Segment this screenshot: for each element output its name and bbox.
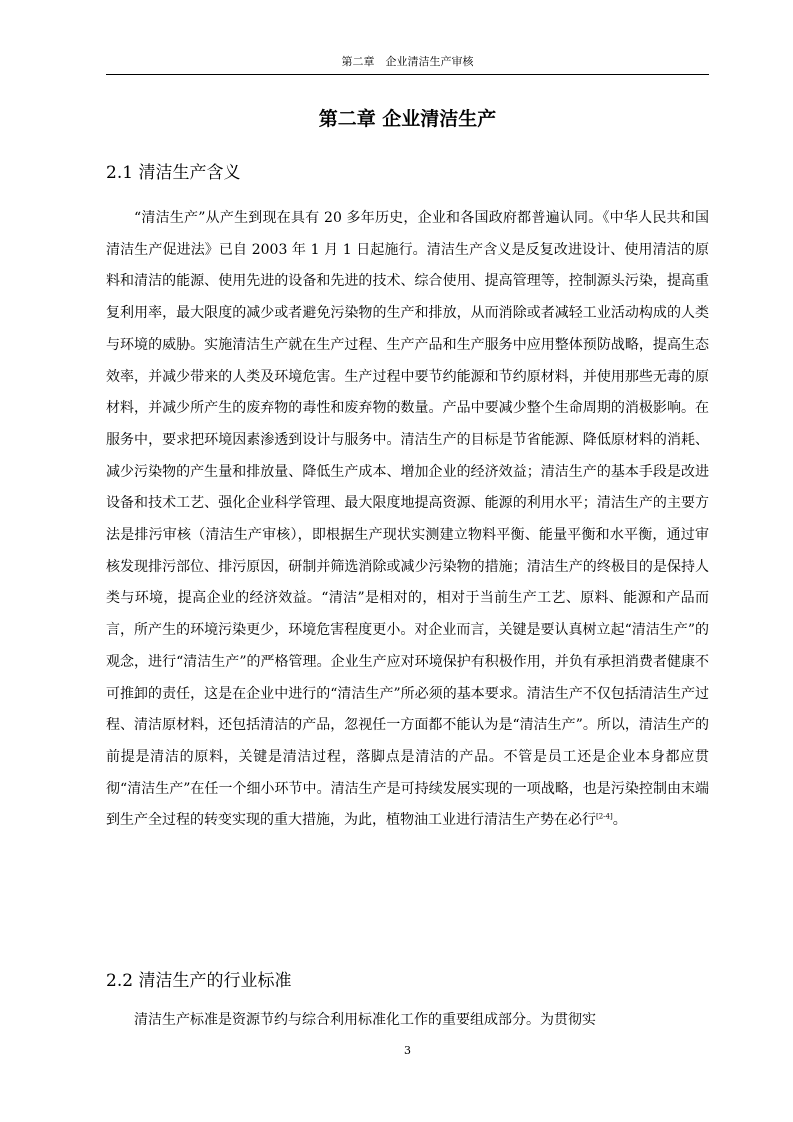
section-2-1-paragraph [106, 203, 709, 837]
paragraph-text: 清洁生产标准是资源节约与综合利用标准化工作的重要组成部分。为贯彻实 [134, 1012, 596, 1028]
paragraph-text: “清洁生产”从产生到现在具有 20 多年历史，企业和各国政府都普遍认同。《中华人民共和国清洁生产促进法》已自 2003 年 1 月 1 日起施行。清洁生产含义是反复改进设计、使用清洁的原料和清洁的能源、使用先进的设备和先进的技术、综合使用、提高管理等，控制源头污染，提高重复利用率，最大限度的减少或者避免污染物的生产和排放，从而消除或者减轻工业活动构成的人类与环境的威胁。实施清洁生产就在生产过程、生产产品和生产服务中应用整体预防战略，提高生态效率，并减少带来的人类及环境危害。生产过程中要节约能源和节约原材料，并使用那些无毒的原材料，并减少所产生的废弃物的毒性和废弃物的数量。产品中要减少整个生命周期的消极影响。在服务中，要求把环境因素渗透到设计与服务中。清洁生产的目标是节省能源、降低原材料的消耗、减少污染物的产生量和排放量、降低生产成本、增加企业的经济效益；清洁生产的基本手段是改进设备和技术工艺、强化企业科学管理、最大限度地提高资源、能源的利用水平；清洁生产的主要方法是排污审核（清洁生产审核），即根据生产现状实测建立物料平衡、能量平衡和水平衡，通过审核发现排污部位、排污原因，研制并筛选消除或减少污染物的措施；清洁生产的终极目的是保持人类与环境，提高企业的经济效益。“清洁”是相对的，相对于当前生产工艺、原料、能源和产品而言，所产生的环境污染更少，环境危害程度更小。对企业而言，关键是要认真树立起“清洁生产”的观念，进行“清洁生产”的严格管理。企业生产应对环境保护有积极作用，并负有承担消费者健康不可推卸的责任，这是在企业中进行的“清洁生产”所必须的基本要求。清洁生产不仅包括清洁生产过程、清洁原材料，还包括清洁的产品，忽视任一方面都不能认为是“清洁生产”。所以，清洁生产的前提是清洁的原料，关键是清洁过程，落脚点是清洁的产品。不管是员工还是企业本身都应贯彻“清洁生产”在任一个细小环节中。清洁生产是可持续发展实现的一项战略，也是污染控制由末端到生产全过程的转变实现的重大措施，为此，植物油工业进行清洁生产势在必行 [106, 210, 709, 829]
section-title: 清洁生产的行业标准 [138, 971, 292, 991]
header-rule [106, 74, 709, 75]
section-number: 2.1 [106, 163, 134, 183]
section-heading-2-2 [106, 966, 291, 991]
paragraph-end-mark: 。 [612, 812, 627, 829]
running-header: 第二章 企业清洁生产审核 [341, 55, 474, 68]
section-title: 清洁生产含义 [138, 163, 241, 183]
section-2-2-paragraph [106, 1005, 709, 1037]
chapter-title: 第二章 企业清洁生产 [318, 108, 497, 130]
section-heading-2-1 [106, 158, 240, 183]
page-number: 3 [404, 1044, 411, 1057]
citation-reference: [2-4] [596, 812, 613, 821]
section-number: 2.2 [106, 971, 134, 991]
